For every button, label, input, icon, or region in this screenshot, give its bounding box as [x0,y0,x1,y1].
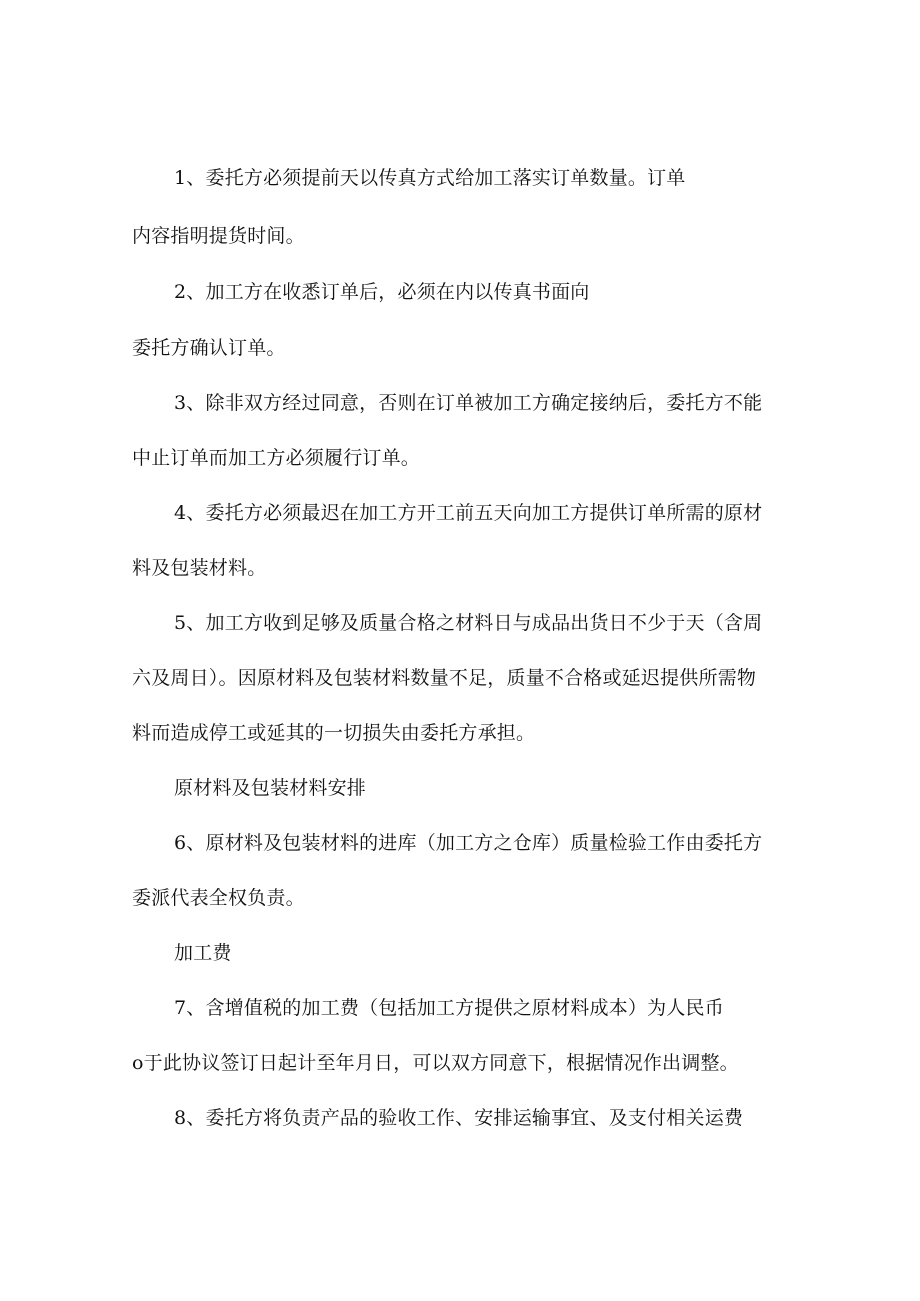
section-heading-materials: 原材料及包装材料安排 [174,777,367,799]
clause-5-line-2: 六及周日）。因原材料及包装材料数量不足，质量不合格或延迟提供所需物 [132,667,757,689]
clause-7-line-2: o于此协议签订日起计至年月日，可以双方同意下，根据情况作出调整。 [132,1052,739,1074]
clause-8-line-1: 8、委托方将负责产品的验收工作、安排运输事宜、及支付相关运费 [174,1107,744,1129]
clause-3-line-2: 中止订单而加工方必须履行订单。 [132,447,421,469]
clause-4-line-2: 料及包装材料。 [132,557,267,579]
clause-2-line-2: 委托方确认订单。 [132,337,286,359]
clause-7-line-1: 7、含增值税的加工费（包括加工方提供之原材料成本）为人民币 [174,997,724,1019]
clause-6-line-1: 6、原材料及包装材料的进库（加工方之仓库）质量检验工作由委托方 [174,832,763,854]
section-heading-fee: 加工费 [174,942,232,964]
clause-5-line-1: 5、加工方收到足够及质量合格之材料日与成品出货日不少于天（含周 [174,612,763,634]
clause-3-line-1: 3、除非双方经过同意，否则在订单被加工方确定接纳后，委托方不能 [174,392,763,414]
clause-6-line-2: 委派代表全权负责。 [132,887,305,909]
clause-4-line-1: 4、委托方必须最迟在加工方开工前五天向加工方提供订单所需的原材 [174,502,763,524]
clause-1-line-2: 内容指明提货时间。 [132,225,305,247]
clause-1-line-1: 1、委托方必须提前天以传真方式给加工落实订单数量。订单 [174,167,686,189]
clause-2-line-1: 2、加工方在收悉订单后，必须在内以传真书面向 [174,281,590,303]
clause-5-line-3: 料而造成停工或延其的一切损失由委托方承担。 [132,722,536,744]
